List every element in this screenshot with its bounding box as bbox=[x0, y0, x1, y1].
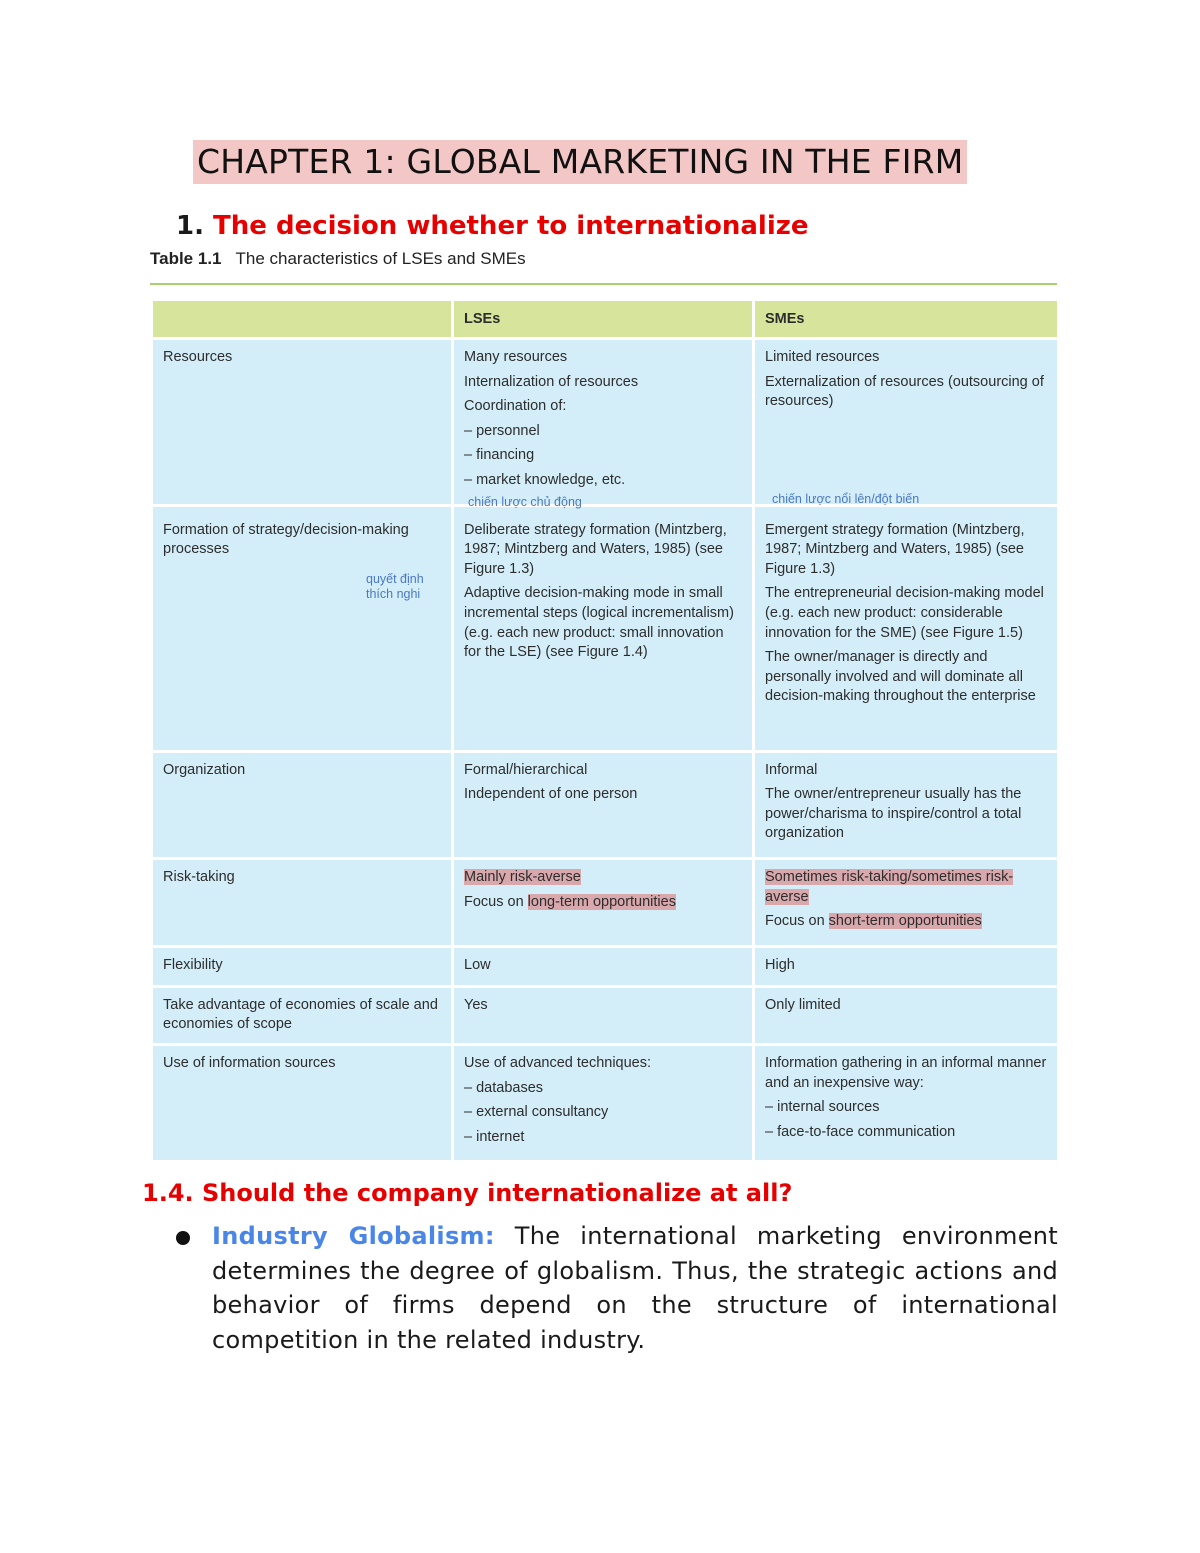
table-row bbox=[152, 339, 1059, 506]
lse-sme-table bbox=[150, 298, 1060, 1163]
annotation-adaptive bbox=[366, 572, 424, 602]
annotation-sme-strategy: chiến lược nổi lên/đột biến bbox=[772, 492, 920, 506]
row-label-risk: Risk-taking bbox=[152, 858, 453, 946]
table-header-row bbox=[152, 300, 1059, 339]
cell-line: – internet bbox=[464, 1128, 525, 1145]
focus-prefix: Focus on bbox=[464, 893, 528, 910]
section-heading-1 bbox=[176, 208, 809, 244]
sme-cell-risk bbox=[754, 858, 1059, 946]
cell-line: The owner/manager is directly and personally involved and will dominate all decision-making throughout the enterprise bbox=[765, 649, 1036, 705]
sme-cell-organization bbox=[754, 751, 1059, 858]
table-row bbox=[152, 986, 1059, 1044]
table-row bbox=[152, 858, 1059, 946]
cell-line: Information gathering in an informal manner and an inexpensive way: bbox=[765, 1054, 1047, 1091]
sme-cell-strategy bbox=[754, 505, 1059, 751]
cell-line bbox=[464, 893, 742, 913]
table-caption-label: Table 1.1 bbox=[150, 249, 222, 268]
section-title: The decision whether to internationalize bbox=[213, 211, 809, 241]
table-top-rule bbox=[150, 283, 1057, 285]
cell-line: Formal/hierarchical bbox=[464, 761, 588, 778]
row-label-organization: Organization bbox=[152, 751, 453, 858]
cell-line: The owner/entrepreneur usually has the power/charisma to inspire/control a total organization bbox=[765, 786, 1022, 842]
row-label-strategy-text: Formation of strategy/decision-making processes bbox=[163, 521, 409, 558]
lse-cell-information bbox=[453, 1044, 754, 1161]
section-number: 1. bbox=[176, 211, 204, 241]
header-empty bbox=[152, 300, 453, 339]
chapter-title: CHAPTER 1: GLOBAL MARKETING IN THE FIRM bbox=[193, 140, 967, 184]
cell-line: Independent of one person bbox=[464, 786, 638, 803]
table-caption bbox=[150, 247, 526, 271]
header-smes: SMEs bbox=[754, 300, 1059, 339]
highlight-mark: short-term opportunities bbox=[828, 913, 982, 930]
table-row bbox=[152, 946, 1059, 986]
cell-line: – external consultancy bbox=[464, 1104, 609, 1121]
cell-line: Limited resources bbox=[765, 349, 880, 365]
cell-line: Informal bbox=[765, 761, 818, 778]
cell-line: Coordination of: bbox=[464, 398, 567, 415]
highlight-mark: Sometimes risk-taking/sometimes risk-averse bbox=[765, 868, 1014, 905]
table-row bbox=[152, 505, 1059, 751]
cell-line: Many resources bbox=[464, 349, 568, 365]
lse-cell-resources bbox=[453, 339, 754, 506]
annotation-adaptive-line2: thích nghi bbox=[366, 587, 421, 601]
bullet-paragraph bbox=[212, 1219, 1058, 1357]
cell-line: – internal sources bbox=[765, 1099, 880, 1116]
sme-cell-flexibility: High bbox=[754, 946, 1059, 986]
row-label-information: Use of information sources bbox=[152, 1044, 453, 1161]
cell-line: Externalization of resources (outsourcing of resources) bbox=[765, 373, 1044, 410]
cell-line bbox=[464, 868, 742, 888]
cell-line: The entrepreneurial decision-making model (e.g. each new product: considerable innovation for the SME) (see Figure 1.5) bbox=[765, 585, 1044, 641]
row-label-resources: Resources bbox=[152, 339, 453, 506]
lse-cell-flexibility: Low bbox=[453, 946, 754, 986]
cell-line: Internalization of resources bbox=[464, 373, 639, 390]
cell-line: Use of advanced techniques: bbox=[464, 1054, 652, 1071]
sme-cell-information bbox=[754, 1044, 1059, 1161]
bullet-dot bbox=[176, 1231, 190, 1245]
row-label-flexibility: Flexibility bbox=[152, 946, 453, 986]
focus-prefix: Focus on bbox=[765, 913, 829, 930]
lse-cell-economies: Yes bbox=[453, 986, 754, 1044]
lse-cell-risk bbox=[453, 858, 754, 946]
cell-line: Deliberate strategy formation (Mintzberg, 1987; Mintzberg and Waters, 1985) (see Figure 1.3) bbox=[464, 521, 727, 577]
header-lses: LSEs bbox=[453, 300, 754, 339]
cell-line: – databases bbox=[464, 1079, 544, 1096]
cell-line: – financing bbox=[464, 447, 535, 464]
sme-cell-economies: Only limited bbox=[754, 986, 1059, 1044]
highlight-mark: Mainly risk-averse bbox=[464, 868, 581, 885]
bullet-term: Industry Globalism: bbox=[212, 1222, 495, 1250]
section-heading-1-4: 1.4. Should the company internationalize at all? bbox=[142, 1179, 793, 1207]
cell-line bbox=[765, 912, 1047, 932]
annotation-adaptive-line1: quyết định bbox=[366, 572, 424, 586]
cell-line: – face-to-face communication bbox=[765, 1123, 956, 1140]
lse-cell-organization bbox=[453, 751, 754, 858]
cell-line bbox=[765, 868, 1047, 907]
row-label-strategy bbox=[152, 505, 453, 751]
table-row bbox=[152, 1044, 1059, 1161]
cell-line: Emergent strategy formation (Mintzberg, 1987; Mintzberg and Waters, 1985) (see Figure 1.3) bbox=[765, 521, 1025, 577]
lse-cell-strategy bbox=[453, 505, 754, 751]
cell-line: Adaptive decision-making mode in small incremental steps (logical incrementalism) (e.g. each new product: small innovation for the LSE) (see Figure 1.4) bbox=[464, 585, 734, 661]
cell-line: – market knowledge, etc. bbox=[464, 471, 626, 488]
row-label-economies: Take advantage of economies of scale and economies of scope bbox=[152, 986, 453, 1044]
annotation-lse-strategy: chiến lược chủ động bbox=[468, 495, 582, 509]
table-caption-text: The characteristics of LSEs and SMEs bbox=[235, 249, 526, 268]
cell-line: – personnel bbox=[464, 422, 540, 439]
sme-cell-resources bbox=[754, 339, 1059, 506]
bullet-text: The international marketing environment determines the degree of globalism. Thus, the strategic actions and behavior of firms depend on the structure of international competition in the related industry. bbox=[212, 1222, 1058, 1354]
table-row bbox=[152, 751, 1059, 858]
highlight-mark: long-term opportunities bbox=[527, 893, 676, 910]
